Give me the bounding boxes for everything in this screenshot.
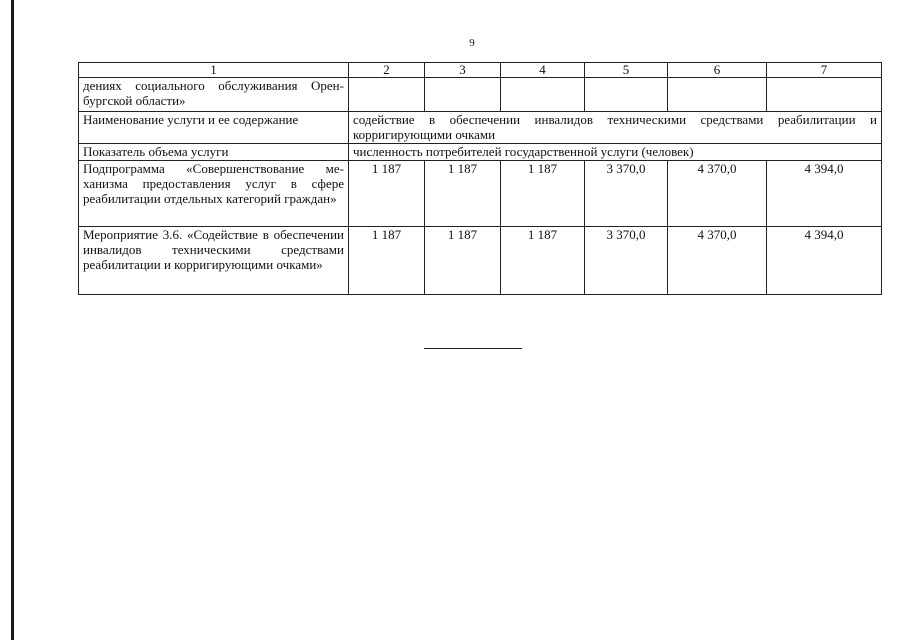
column-header: 6 xyxy=(668,63,767,78)
cell-value: 1 187 xyxy=(349,161,425,227)
row-label: Мероприятие 3.6. «Содействие в обеспечении инвалидов техническими средствами реабилитации и корригирующими очками» xyxy=(79,227,349,295)
left-margin-rule xyxy=(11,0,14,640)
cell-value: 1 187 xyxy=(501,227,585,295)
cell-value: 4 394,0 xyxy=(767,227,882,295)
table-row xyxy=(79,144,882,161)
cell-value xyxy=(425,78,501,112)
column-header: 2 xyxy=(349,63,425,78)
row-label: дениях социального обслуживания Оренбургской области» xyxy=(79,78,349,112)
cell-value: 1 187 xyxy=(501,161,585,227)
cell-value xyxy=(767,78,882,112)
cell-value: 1 187 xyxy=(425,161,501,227)
cell-value xyxy=(585,78,668,112)
column-header: 1 xyxy=(79,63,349,78)
table-row xyxy=(79,112,882,144)
page-number: 9 xyxy=(469,37,475,49)
cell-value: 4 394,0 xyxy=(767,161,882,227)
cell-value: 4 370,0 xyxy=(668,161,767,227)
column-header: 7 xyxy=(767,63,882,78)
cell-value: 3 370,0 xyxy=(585,227,668,295)
row-label: Показатель объема услуги xyxy=(79,144,349,161)
row-label: Подпрограмма «Совершенствование механизма предоставления услуг в сфере реабилитации отдельных категорий граждан» xyxy=(79,161,349,227)
cell-value: 4 370,0 xyxy=(668,227,767,295)
row-label: Наименование услуги и ее содержание xyxy=(79,112,349,144)
service-description: содействие в обеспечении инвалидов техническими средствами реабилитации и корригирующими очками xyxy=(349,112,882,144)
cell-value: 1 187 xyxy=(425,227,501,295)
cell-value: 1 187 xyxy=(349,227,425,295)
table-row xyxy=(79,78,882,112)
table-row xyxy=(79,227,882,295)
end-of-document-rule xyxy=(424,348,522,349)
data-table xyxy=(78,62,882,295)
table-row xyxy=(79,161,882,227)
column-header: 5 xyxy=(585,63,668,78)
cell-value: 3 370,0 xyxy=(585,161,668,227)
cell-value xyxy=(349,78,425,112)
cell-value xyxy=(668,78,767,112)
table-header-row xyxy=(79,63,882,78)
volume-indicator: численность потребителей государственной услуги (человек) xyxy=(349,144,882,161)
cell-value xyxy=(501,78,585,112)
column-header: 4 xyxy=(501,63,585,78)
column-header: 3 xyxy=(425,63,501,78)
